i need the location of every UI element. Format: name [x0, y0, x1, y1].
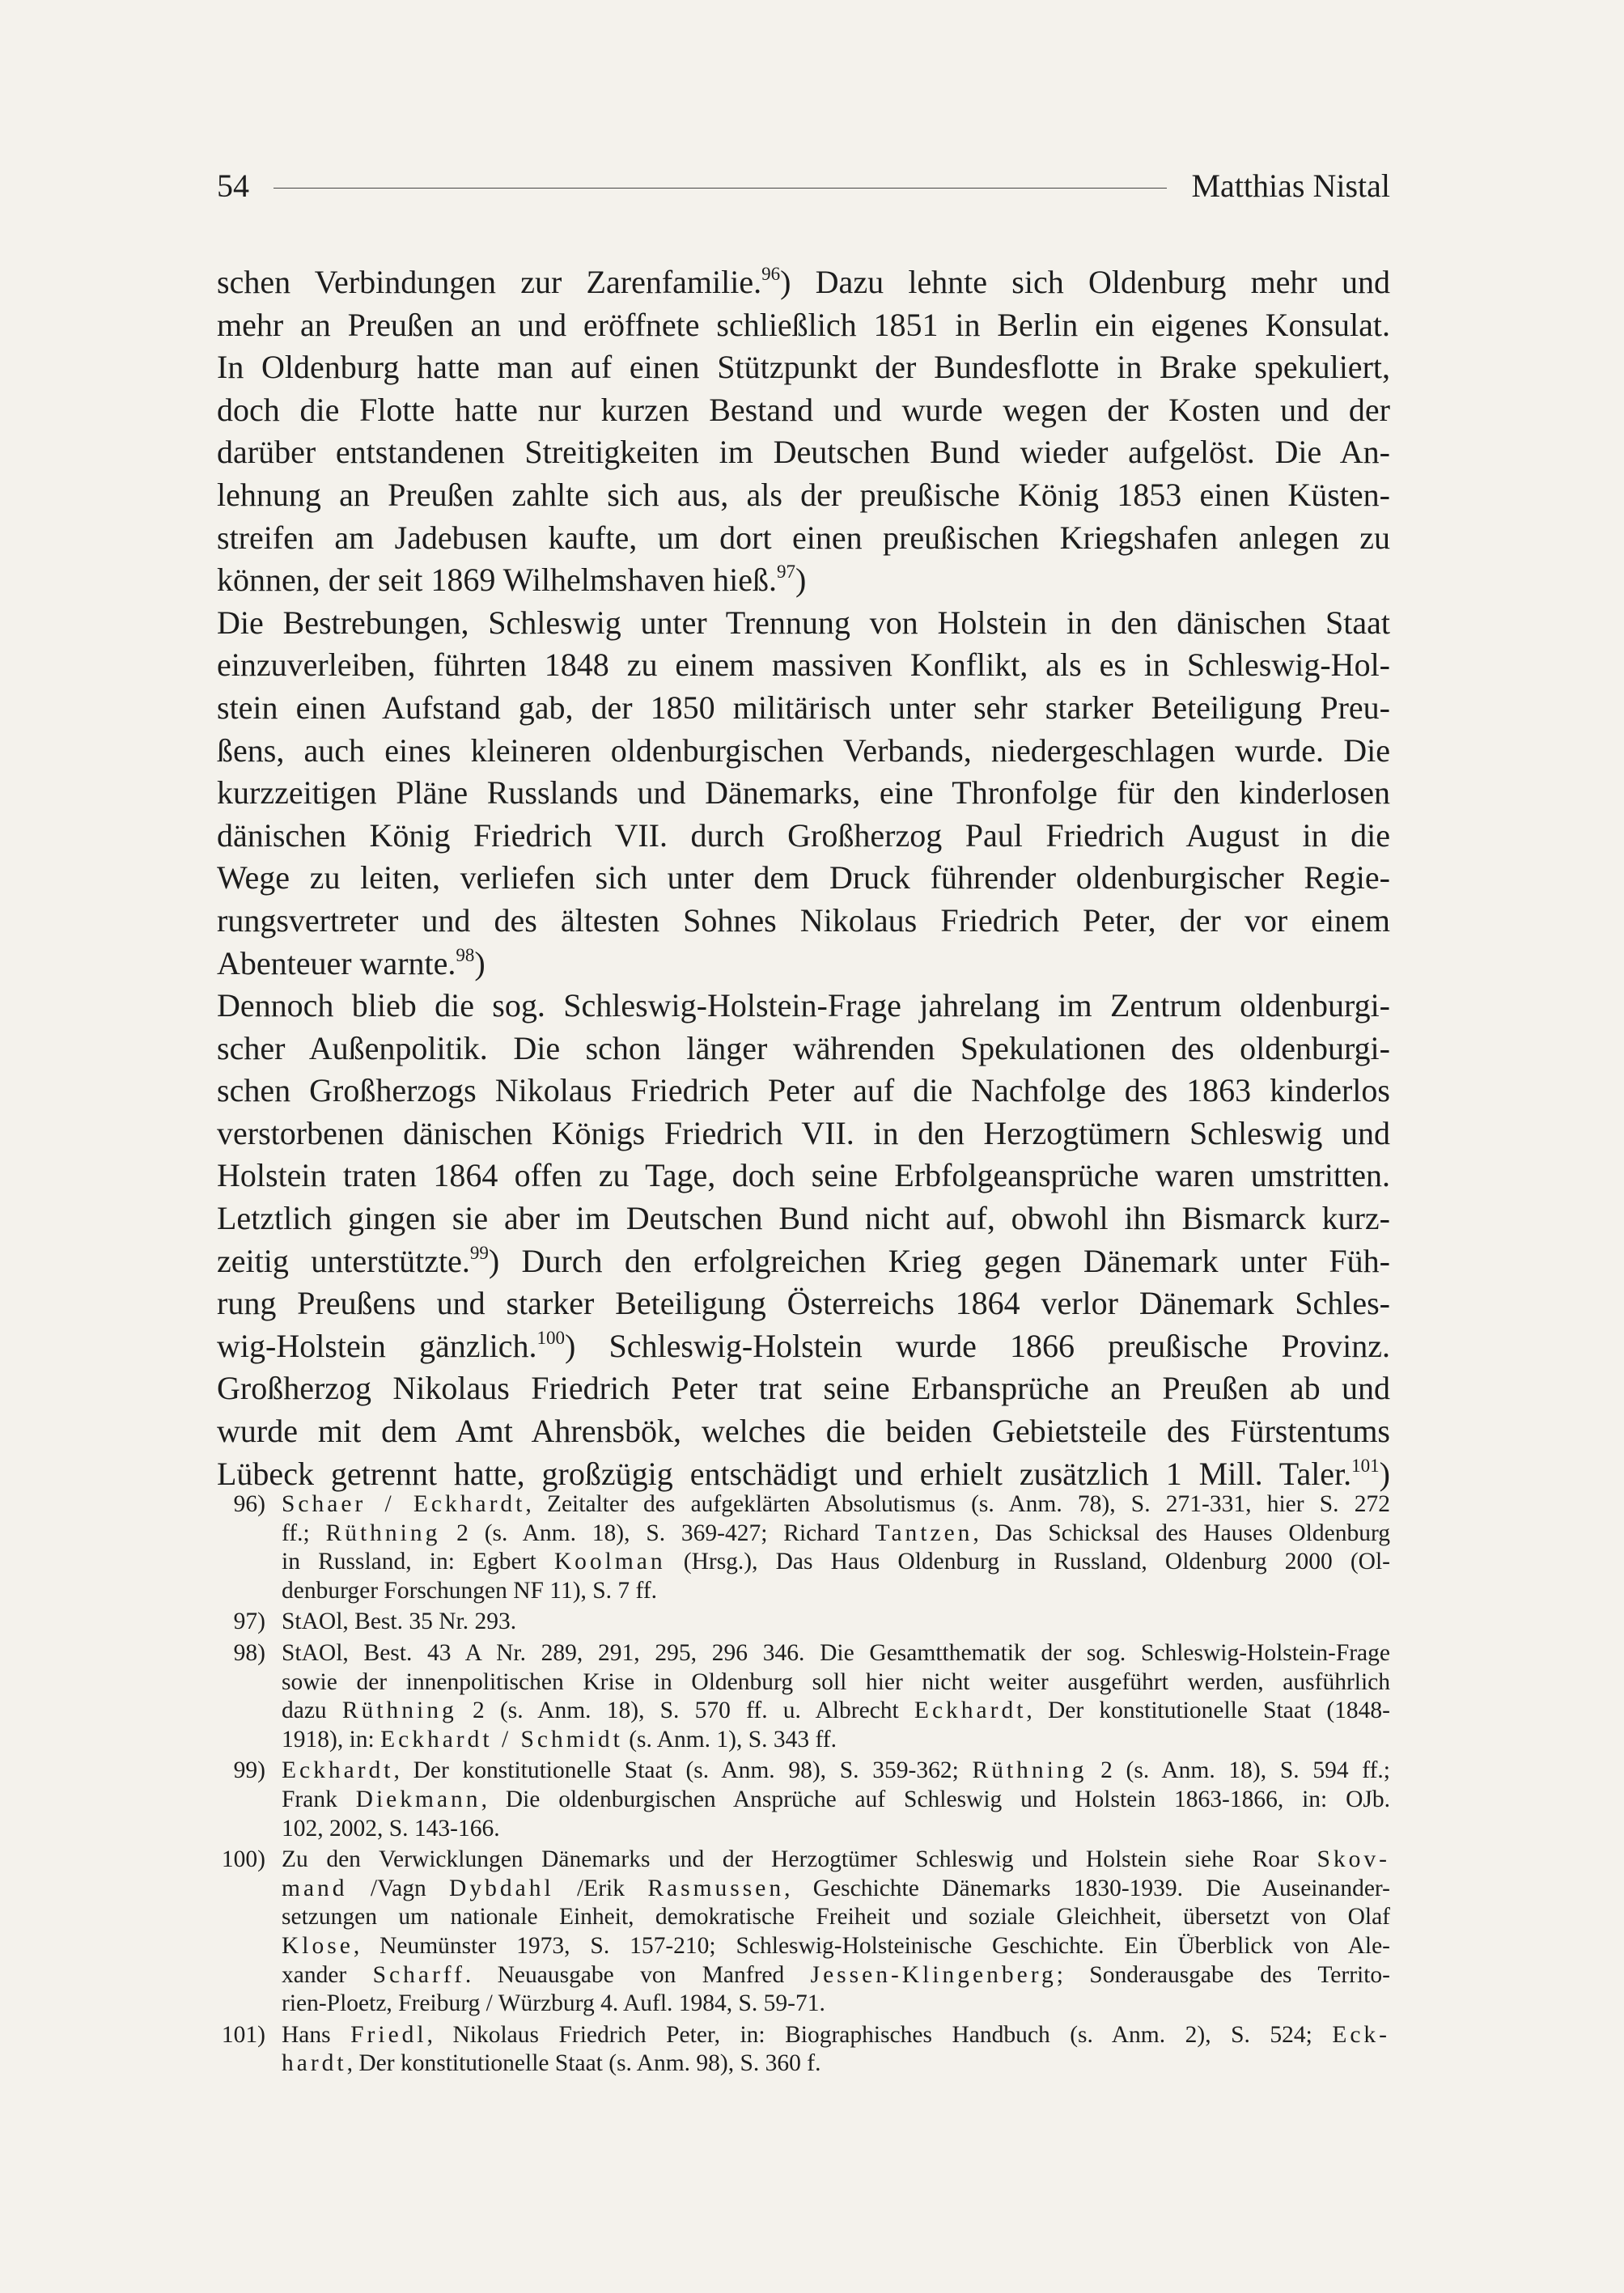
footnote-segment: . Neuausgabe von Manfred	[464, 1961, 811, 1988]
footnote	[217, 1490, 1390, 1605]
body-line: wurde mit dem Amt Ahrensbök, welches die beiden Gebietsteile des Fürstentums	[217, 1413, 1390, 1450]
footnote-segment: 2 (s. Anm. 18), S. 570 ff. u. Albrecht	[456, 1697, 914, 1724]
footnote-segment: , Zeitalter des aufgeklärten Absolutismus (s. Anm. 78), S. 271-331, hier S. 272	[525, 1491, 1391, 1517]
footnote-segment: Diekmann	[355, 1786, 481, 1812]
body-text-segment: schen Verbindungen zur Zarenfamilie.	[217, 264, 762, 300]
footnote-segment: , Der konstitutionelle Staat (s. Anm. 98), S. 359-362;	[393, 1757, 973, 1784]
footnote-segment: Rasmussen	[647, 1875, 785, 1901]
footnote-line	[282, 2049, 1390, 2079]
body-line: mehr an Preußen an und eröffnete schließlich 1851 in Berlin ein eigenes Konsulat.	[217, 306, 1390, 343]
footnote-segment: (s. Anm. 1), S. 343 ff.	[622, 1726, 837, 1753]
footnote-segment: Rüthning	[325, 1519, 441, 1546]
body-line	[217, 559, 1390, 602]
footnote-line	[282, 1668, 1390, 1697]
footnote-segment: hardt	[282, 2050, 347, 2077]
body-line: lehnung an Preußen zahlte sich aus, als der preußische König 1853 einen Küsten-	[217, 476, 1390, 513]
running-head	[217, 166, 1390, 206]
footnote-text	[282, 1757, 1390, 1843]
body-text-segment: )	[474, 944, 486, 981]
footnote-line	[282, 1519, 1390, 1549]
footnote-number: 99)	[233, 1757, 265, 1784]
body-line: Holstein traten 1864 offen zu Tage, doch seine Erbfolgeansprüche waren umstritten.	[217, 1157, 1390, 1194]
body-text-segment: ) Schleswig-Holstein wurde 1866 preußische Provinz.	[565, 1327, 1390, 1364]
footnote-segment: Koolman	[553, 1549, 666, 1575]
footnote-segment: Friedl	[350, 2021, 427, 2048]
footnote-segment: , Neumünster 1973, S. 157-210; Schleswig-Holsteinische Geschichte. Ein Überblick von Ale-	[353, 1932, 1390, 1959]
footnote-line	[282, 1548, 1390, 1577]
footnote-segment: , Das Schicksal des Hauses Oldenburg	[973, 1519, 1391, 1546]
footnote-text	[282, 1608, 1390, 1637]
footnote-segment: , Die oldenburgischen Ansprüche auf Schleswig und Holstein 1863-1866, in: OJb.	[481, 1786, 1390, 1812]
footnote-segment: 2 (s. Anm. 18), S. 594 ff.;	[1087, 1757, 1390, 1784]
footnote-segment: Eckhardt / Schmidt	[380, 1726, 623, 1753]
footnote-segment: Scharff	[372, 1961, 465, 1988]
body-text-segment: zeitig unterstützte.	[217, 1242, 470, 1279]
footnote	[217, 2021, 1390, 2079]
footnote-line	[282, 1608, 1390, 1637]
body-line: schen Großherzogs Nikolaus Friedrich Peter auf die Nachfolge des 1863 kinderlos	[217, 1072, 1390, 1109]
footnote-line	[282, 1932, 1390, 1961]
footnote-number: 96)	[233, 1491, 265, 1517]
body-line: Großherzog Nikolaus Friedrich Peter trat seine Erbansprüche an Preußen ab und	[217, 1370, 1390, 1407]
footnote-line	[282, 1875, 1390, 1904]
footnote-segment: Eck-	[1332, 2021, 1390, 2048]
footnote-segment: Tantzen	[875, 1519, 973, 1546]
footnote-segment: , Nikolaus Friedrich Peter, in: Biographisches Handbuch (s. Anm. 2), S. 524;	[426, 2021, 1333, 2048]
footnote	[217, 1757, 1390, 1843]
body-line	[217, 1325, 1390, 1368]
body-text-segment: wig-Holstein gänzlich.	[217, 1327, 537, 1364]
footnote-number: 97)	[233, 1608, 265, 1635]
running-head-author: Matthias Nistal	[1191, 167, 1390, 204]
body-line: kurzzeitigen Pläne Russlands und Dänemarks, eine Thronfolge für den kinderlosen	[217, 774, 1390, 812]
body-line: verstorbenen dänischen Königs Friedrich VII. in den Herzogtümern Schleswig und	[217, 1114, 1390, 1151]
body-line: Die Bestrebungen, Schleswig unter Trennung von Holstein in den dänischen Staat	[217, 604, 1390, 641]
body-line: darüber entstandenen Streitigkeiten im Deutschen Bund wieder aufgelöst. Die An-	[217, 434, 1390, 471]
body-line: einzuverleiben, führten 1848 zu einem massiven Konflikt, als es in Schleswig-Hol-	[217, 646, 1390, 684]
body-text-segment: können, der seit 1869 Wilhelmshaven hieß.	[217, 562, 777, 599]
footnote-segment: Rüthning	[972, 1757, 1088, 1784]
body-line: rungsvertreter und des ältesten Sohnes Nikolaus Friedrich Peter, der vor einem	[217, 901, 1390, 939]
footnote-line	[282, 1697, 1390, 1726]
body-line	[217, 1240, 1390, 1283]
footnote	[217, 1608, 1390, 1637]
footnote-line	[282, 1577, 1390, 1606]
footnote-ref[interactable]: 97	[776, 562, 795, 583]
footnote-segment: 2 (s. Anm. 18), S. 369-427; Richard	[440, 1519, 876, 1546]
footnote-segment: 102, 2002, S. 143-166.	[282, 1815, 500, 1842]
footnote-line	[282, 1961, 1390, 1990]
footnote-segment: in Russland, in: Egbert	[282, 1549, 554, 1575]
footnote-segment: Hans	[282, 2021, 351, 2048]
footnote-ref[interactable]: 96	[761, 264, 781, 284]
footnote-segment: StAOl, Best. 35 Nr. 293.	[282, 1608, 517, 1635]
footnote-segment: /Erik	[553, 1875, 648, 1901]
footnote-segment: xander	[282, 1961, 373, 1988]
body-line: Wege zu leiten, verliefen sich unter dem Druck führender oldenburgischer Regie-	[217, 859, 1390, 896]
footnote-segment: Klose	[282, 1932, 354, 1959]
body-text-segment: ) Durch den erfolgreichen Krieg gegen Dänemark unter Füh-	[488, 1242, 1390, 1279]
footnote-line	[282, 1846, 1390, 1875]
body-text-segment: ) Dazu lehnte sich Oldenburg mehr und	[780, 264, 1390, 300]
body-text-segment: )	[1379, 1455, 1390, 1492]
footnote-segment: mand	[282, 1875, 348, 1901]
body-text-segment: Lübeck getrennt hatte, großzügig entschädigt und erhielt zusätzlich 1 Mill. Taler.	[217, 1455, 1352, 1492]
footnote-segment: denburger Forschungen NF 11), S. 7 ff.	[282, 1577, 658, 1604]
footnote-segment: , Der konstitutionelle Staat (1848-	[1026, 1697, 1391, 1724]
footnote-number: 101)	[221, 2021, 265, 2048]
footnote-text	[282, 1490, 1390, 1605]
footnote-segment: sowie der innenpolitischen Krise in Oldenburg soll hier nicht weiter ausgeführt werden, ausführlich	[282, 1668, 1390, 1695]
body-line: Letztlich gingen sie aber im Deutschen Bund nicht auf, obwohl ihn Bismarck kurz-	[217, 1200, 1390, 1237]
footnote-line	[282, 1490, 1390, 1519]
footnote-segment: /Vagn	[347, 1875, 450, 1901]
footnote-text	[282, 1846, 1390, 2019]
body-text	[217, 261, 1390, 1495]
footnote-text	[282, 1639, 1390, 1754]
body-line: doch die Flotte hatte nur kurzen Bestand und wurde wegen der Kosten und der	[217, 391, 1390, 428]
footnote-ref[interactable]: 101	[1351, 1455, 1380, 1476]
footnote-line	[282, 1815, 1390, 1844]
footnote-line	[282, 1786, 1390, 1815]
body-line: In Oldenburg hatte man auf einen Stützpunkt der Bundesflotte in Brake spekuliert,	[217, 349, 1390, 386]
footnote	[217, 1639, 1390, 1754]
footnote-line	[282, 1726, 1390, 1755]
footnote-segment: Eckhardt	[914, 1697, 1027, 1724]
footnote-line	[282, 1903, 1390, 1932]
footnote-segment: ; Sonderausgabe des Territo-	[1056, 1961, 1390, 1988]
page-number: 54	[217, 167, 249, 204]
footnote-segment: Zu den Verwicklungen Dänemarks und der Herzogtümer Schleswig und Holstein siehe Roar	[282, 1846, 1317, 1873]
footnote-line	[282, 1990, 1390, 2019]
footnote-line	[282, 2021, 1390, 2050]
footnote-segment: Schaer / Eckhardt	[282, 1491, 526, 1517]
body-line: scher Außenpolitik. Die schon länger währenden Spekulationen des oldenburgi-	[217, 1029, 1390, 1066]
footnotes	[217, 1490, 1390, 2081]
footnote-number: 100)	[221, 1846, 265, 1873]
body-line	[217, 261, 1390, 304]
body-line: Dennoch blieb die sog. Schleswig-Holstein-Frage jahrelang im Zentrum oldenburgi-	[217, 987, 1390, 1024]
footnote-segment: Frank	[282, 1786, 356, 1812]
footnote-segment: (Hrsg.), Das Haus Oldenburg in Russland, Oldenburg 2000 (Ol-	[665, 1549, 1390, 1575]
footnote-segment: dazu	[282, 1697, 342, 1724]
body-line: ßens, auch eines kleineren oldenburgischen Verbands, niedergeschlagen wurde. Die	[217, 731, 1390, 769]
footnote-segment: , Geschichte Dänemarks 1830-1939. Die Auseinander-	[784, 1875, 1390, 1901]
footnote-ref[interactable]: 99	[469, 1242, 489, 1263]
footnote-segment: 1918), in:	[282, 1726, 381, 1753]
footnote-segment: rien-Ploetz, Freiburg / Würzburg 4. Aufl. 1984, S. 59-71.	[282, 1990, 825, 2017]
header-rule	[273, 188, 1167, 189]
footnote-segment: Rüthning	[341, 1697, 457, 1724]
footnote-text	[282, 2021, 1390, 2079]
body-text-segment: Abenteuer warnte.	[217, 944, 456, 981]
footnote-number: 98)	[233, 1639, 265, 1666]
footnote-line	[282, 1639, 1390, 1668]
body-line	[217, 943, 1390, 985]
footnote-segment: Skov-	[1317, 1846, 1390, 1873]
footnote-ref[interactable]: 98	[456, 944, 475, 965]
footnote-line	[282, 1757, 1390, 1786]
footnote-segment: Eckhardt	[282, 1757, 394, 1784]
footnote-segment: Dybdahl	[449, 1875, 554, 1901]
body-text-segment: )	[795, 562, 807, 599]
footnote-segment: setzungen um nationale Einheit, demokratische Freiheit und soziale Gleichheit, übersetzt von Olaf	[282, 1904, 1390, 1931]
body-line: dänischen König Friedrich VII. durch Großherzog Paul Friedrich August in die	[217, 816, 1390, 854]
body-line	[217, 1453, 1390, 1496]
body-line: stein einen Aufstand gab, der 1850 militärisch unter sehr starker Beteiligung Preu-	[217, 689, 1390, 726]
body-line: rung Preußens und starker Beteiligung Österreichs 1864 verlor Dänemark Schles-	[217, 1285, 1390, 1322]
footnote-segment: ff.;	[282, 1519, 326, 1546]
footnote-ref[interactable]: 100	[536, 1327, 565, 1348]
footnote-segment: Jessen-Klingenberg	[810, 1961, 1057, 1988]
footnote-segment: , Der konstitutionelle Staat (s. Anm. 98), S. 360 f.	[346, 2050, 821, 2077]
body-line: streifen am Jadebusen kaufte, um dort einen preußischen Kriegshafen anlegen zu	[217, 519, 1390, 556]
footnote-segment: StAOl, Best. 43 A Nr. 289, 291, 295, 296 346. Die Gesamtthematik der sog. Schleswig-Holstein-Frage	[282, 1639, 1390, 1666]
footnote	[217, 1846, 1390, 2019]
